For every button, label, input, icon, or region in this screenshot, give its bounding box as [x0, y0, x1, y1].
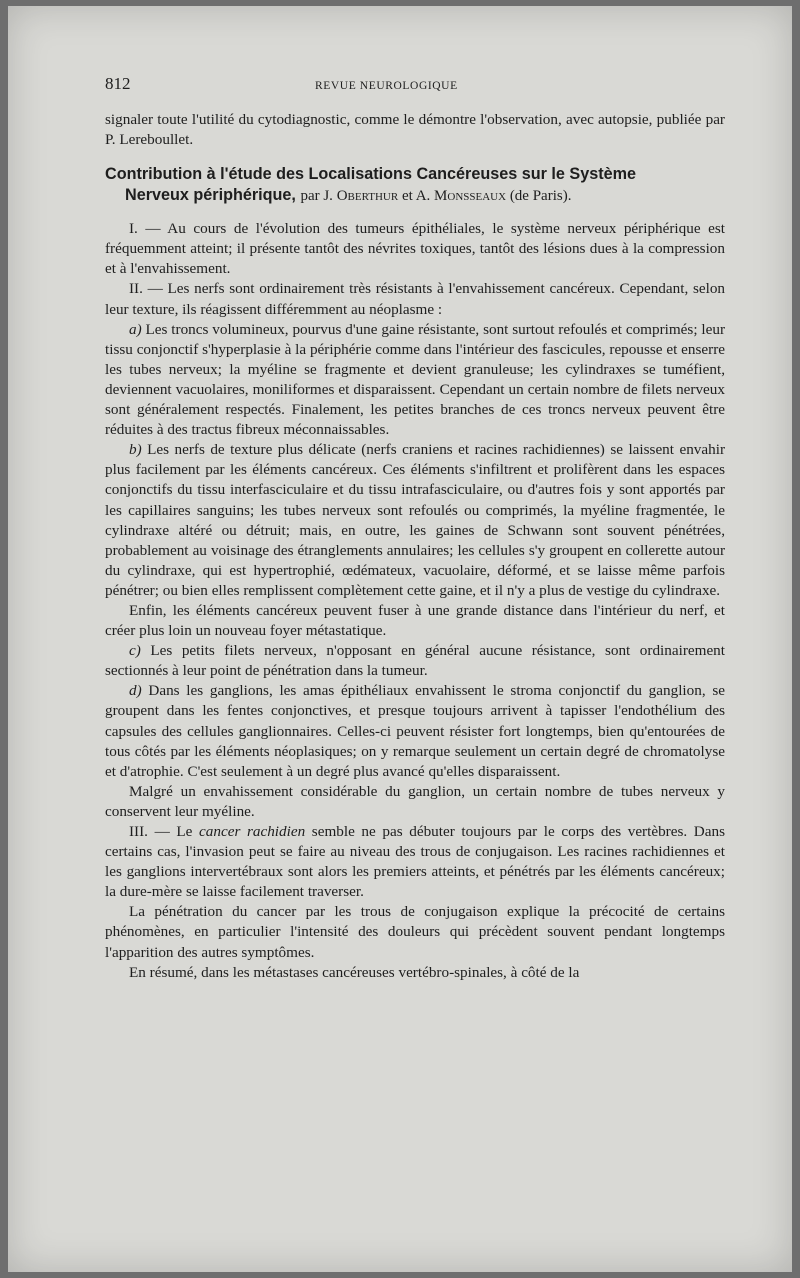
byline	[300, 188, 571, 204]
paragraph-4	[105, 440, 725, 601]
author-1: Oberthur	[336, 188, 399, 205]
title-line-2-text: Nerveux périphérique,	[125, 186, 296, 205]
paragraph-6-text: Les petits filets nerveux, n'opposant en général aucune résistance, sont ordinairement sectionnés à leur point de pénétration dans la tumeur.	[105, 642, 725, 680]
paragraph-6	[105, 641, 725, 681]
paragraph-9-italic: cancer rachidien	[199, 823, 306, 840]
paragraph-1: I. — Au cours de l'évolution des tumeurs épithéliales, le système nerveux périphérique est fréquemment atteint; il présente tantôt des névrites toxiques, tantôt des lésions dues à la compression et à l'envahissement.	[105, 220, 725, 278]
byline-par: par J.	[300, 188, 333, 205]
byline-et: et A.	[401, 188, 431, 205]
title-line-2	[125, 185, 725, 207]
paragraph-11: En résumé, dans les métastases cancéreuses vertébro-spinales, à côté de la	[129, 963, 580, 981]
list-marker-d: d)	[129, 682, 142, 700]
paragraph-8: Malgré un envahissement considérable du ganglion, un certain nombre de tubes nerveux y conservent leur myéline.	[105, 782, 725, 820]
paragraph-3	[105, 320, 725, 441]
paragraph-9	[105, 822, 725, 902]
paragraph-7	[105, 681, 725, 781]
author-2: Monsseaux	[434, 188, 507, 205]
title-line-1: Contribution à l'étude des Localisations Cancéreuses sur le Système	[105, 165, 637, 184]
paragraph-9-rest: semble ne pas débuter toujours par le corps des vertèbres. Dans certains cas, l'invasion peut se faire au niveau des trous de conjugaison. Les racines rachidiennes et les ganglions intervertébraux sont alors les premiers atteints, et pénétrés par les éléments cancéreux; la dure-mère se laisse facilement traverser.	[105, 823, 726, 901]
byline-city: (de Paris).	[509, 188, 572, 205]
page-header	[105, 74, 725, 98]
page-content	[105, 74, 725, 983]
list-marker-c: c)	[129, 642, 141, 660]
list-marker-b: b)	[129, 441, 142, 459]
running-head: REVUE NEUROLOGIQUE	[315, 80, 458, 92]
article-title	[105, 164, 725, 207]
paragraph-10: La pénétration du cancer par les trous de conjugaison explique la précocité de certains phénomènes, en particulier l'intensité des douleurs qui précèdent souvent pendant longtemps l'apparition des autres symptômes.	[105, 903, 725, 961]
paragraph-3-text: Les troncs volumineux, pourvus d'une gaine résistante, sont surtout refoulés et comprimés; leur tissu conjonctif s'hyperplasie à la périphérie comme dans l'intérieur des fascicules, repousse et enserre les tubes nerveux; la myéline se fragmente et devient granuleuse; les cylindraxes se tuméfient, deviennent vacuolaires, moniliformes et disparaissent. Cependant un certain nombre de filets nerveux sont généralement respectés. Finalement, les petites branches de ces troncs nerveux peuvent être réduites à des tractus fibreux méconnaissables.	[105, 320, 726, 439]
paragraph-5: Enfin, les éléments cancéreux peuvent fuser à une grande distance dans l'intérieur du nerf, et créer plus loin un nouveau foyer métastatique.	[105, 601, 725, 640]
intro-paragraph: signaler toute l'utilité du cytodiagnostic, comme le démontre l'observation, avec autopsie, publiée par P. Lereboullet.	[105, 111, 725, 149]
paragraph-4-text: Les nerfs de texture plus délicate (nerfs craniens et racines rachidiennes) se laissent envahir plus facilement par les éléments cancéreux. Ces éléments s'infiltrent et prolifèrent dans les espaces conjonctifs du tissu interfasciculaire et du tissu intrafasciculaire, ou d'autres fois y sont apportés par les capillaires sanguins; les tubes nerveux sont refoulés ou comprimés, la myéline fragmentée, le cylindraxe altéré ou détruit; mais, en outre, les gaines de Schwann sont souvent pénétrées, probablement au voisinage des étranglements annulaires; les cellules s'y groupent en collerette autour du cylindraxe, qui est hypertrophié, œdémateux, vacuolaire, déformé, et se laisse même parfois pénétrer; ou bien elles remplissent complètement cette gaine, et il n'y a plus de vestige du cylindraxe.	[105, 441, 725, 599]
list-marker-a: a)	[129, 320, 142, 338]
paragraph-9-start: III. — Le	[129, 823, 193, 840]
paragraph-2: II. — Les nerfs sont ordinairement très résistants à l'envahissement cancéreux. Cependant, selon leur texture, ils réagissent différemment au néoplasme :	[105, 280, 725, 318]
page-number: 812	[105, 74, 131, 93]
paragraph-7-text: Dans les ganglions, les amas épithéliaux envahissent le stroma conjonctif du ganglion, se groupent dans les fentes conjonctives, et presque toujours arrivent à tapisser l'endothélium des capsules des cellules ganglionnaires. Celles-ci peuvent résister fort longtemps, bien qu'entourées de tous côtés par les éléments néoplasiques; on y remarque seulement un certain degré de chromatolyse et d'atrophie. C'est seulement à un degré plus avancé qu'elles disparaissent.	[105, 682, 725, 780]
